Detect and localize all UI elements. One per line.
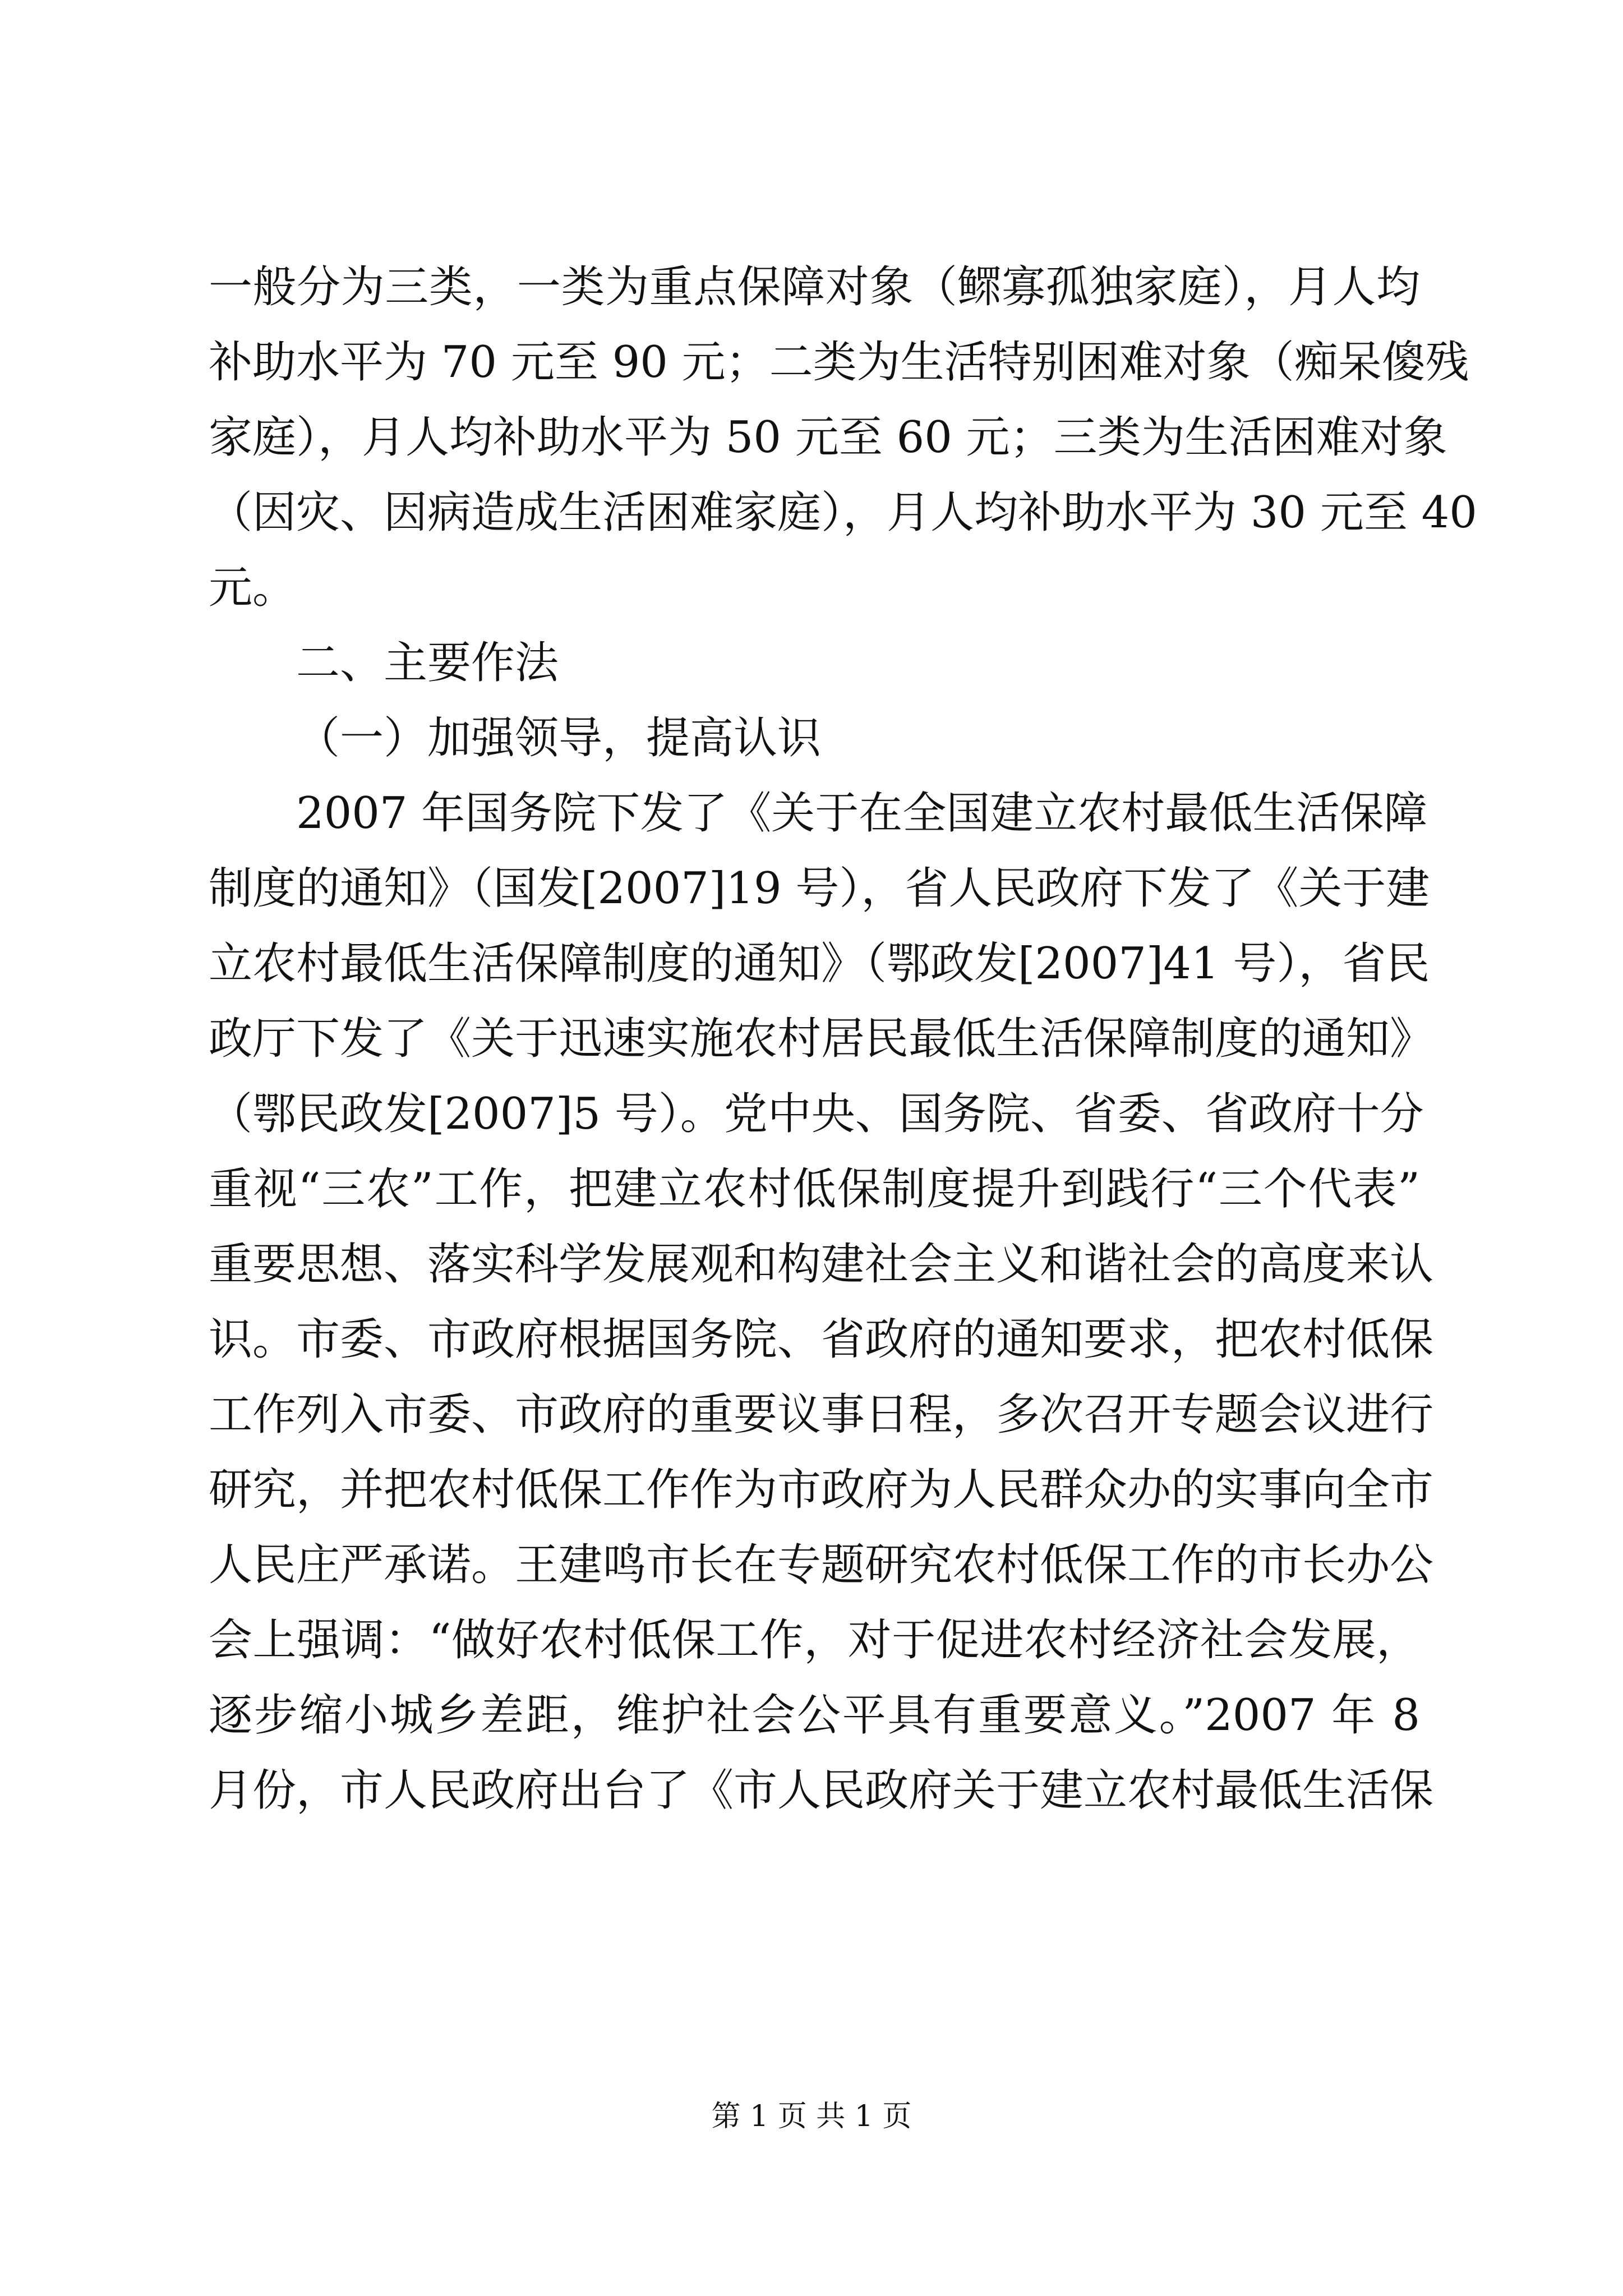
text-line: 一般分为三类，一类为重点保障对象（鳏寡孤独家庭），月人均 (209, 262, 1420, 312)
text-line: 制度的通知》（国发[2007]19 号），省人民政府下发了《关于建 (209, 863, 1430, 914)
text-line: 元。 (209, 563, 297, 613)
text-line: 重要思想、落实科学发展观和构建社会主义和谐社会的高度来认 (209, 1239, 1434, 1290)
section-heading: 二、主要作法 (296, 638, 559, 688)
text-line: 政厅下发了《关于迅速实施农村居民最低生活保障制度的通知》 (209, 1014, 1434, 1064)
text-line: 人民庄严承诺。王建鸣市长在专题研究农村低保工作的市长办公 (209, 1540, 1434, 1590)
text-line: 立农村最低生活保障制度的通知》（鄂政发[2007]41 号），省民 (209, 938, 1430, 989)
document-body (209, 250, 1477, 1828)
text-line: 会上强调：“做好农村低保工作，对于促进农村经济社会发展， (209, 1615, 1420, 1665)
text-line: 月份，市人民政府出台了《市人民政府关于建立农村最低生活保 (209, 1765, 1434, 1816)
text-line: 补助水平为 70 元至 90 元；二类为生活特别困难对象（痴呆傻残 (209, 337, 1469, 388)
text-line: 重视“三农”工作，把建立农村低保制度提升到践行“三个代表” (209, 1164, 1420, 1214)
text-line: 家庭），月人均补助水平为 50 元至 60 元；三类为生活困难对象 (209, 412, 1447, 463)
text-line: 识。市委、市政府根据国务院、省政府的通知要求，把农村低保 (209, 1314, 1434, 1365)
subsection-heading: （一）加强领导，提高认识 (296, 713, 822, 763)
text-line: 2007 年国务院下发了《关于在全国建立农村最低生活保障 (296, 788, 1428, 839)
text-line: 工作列入市委、市政府的重要议事日程，多次召开专题会议进行 (209, 1389, 1434, 1440)
text-line: （因灾、因病造成生活困难家庭），月人均补助水平为 30 元至 40 (209, 487, 1477, 538)
text-line: （鄂民政发[2007]5 号）。党中央、国务院、省委、省政府十分 (209, 1089, 1424, 1139)
page-number-footer: 第 1 页 共 1 页 (711, 2100, 912, 2133)
text-line: 研究，并把农村低保工作作为市政府为人民群众办的实事向全市 (209, 1465, 1434, 1515)
text-line: 逐步缩小城乡差距，维护社会公平具有重要意义。”2007 年 8 (209, 1690, 1420, 1741)
